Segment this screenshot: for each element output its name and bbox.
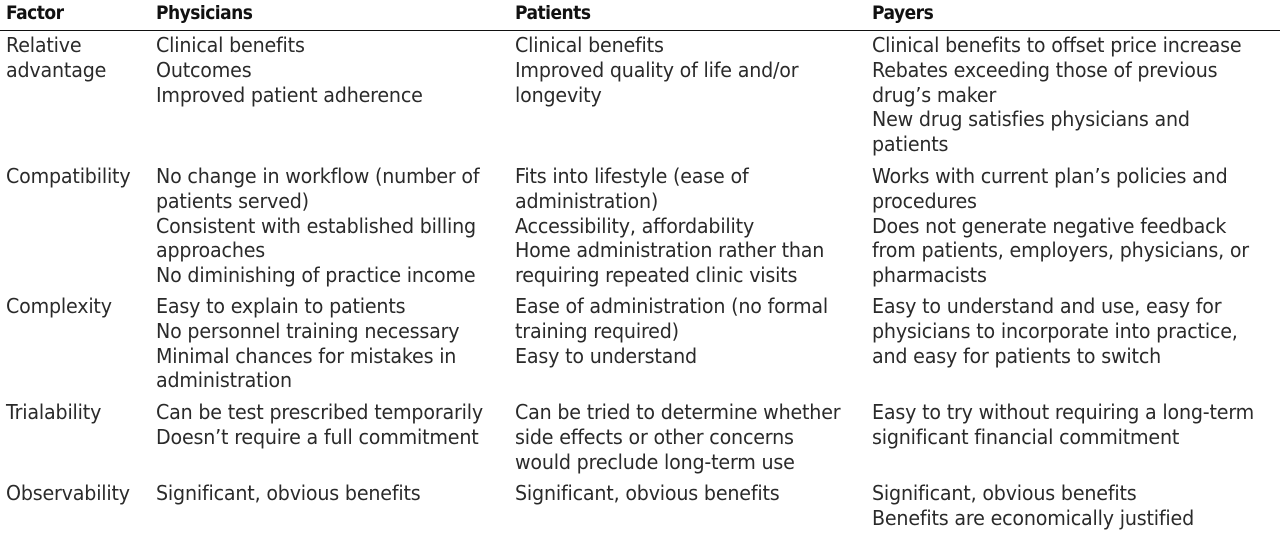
cell-text-line: New drug satisfies physicians and (872, 107, 1190, 132)
payers-cell (872, 164, 1249, 288)
factor-cell (6, 400, 101, 425)
cell-text-line: No change in workflow (number of (156, 164, 480, 188)
payers-cell (872, 481, 1194, 531)
payers-cell (872, 400, 1254, 450)
cell-text-line: Rebates exceeding those of previous (872, 57, 1218, 82)
cell-text-line: Consistent with established billing (156, 213, 476, 238)
cell-text-line: Clinical benefits to offset price increase (872, 33, 1242, 57)
patients-cell (515, 400, 840, 474)
cell-text-line: from patients, employers, physicians, or (872, 238, 1249, 263)
cell-text-line: Significant, obvious benefits (515, 481, 780, 505)
cell-text-line: Doesn’t require a full commitment (156, 424, 479, 449)
cell-text-line: administration (156, 368, 292, 393)
cell-text-line: training required) (515, 318, 679, 343)
physicians-cell (156, 294, 459, 393)
cell-text-line: patients (872, 132, 949, 157)
header-payers: Payers (872, 2, 934, 24)
cell-text-line: Complexity (6, 294, 112, 318)
cell-text-line: Ease of administration (no formal (515, 294, 828, 318)
physicians-cell (156, 33, 423, 107)
cell-text-line: Fits into lifestyle (ease of (515, 164, 749, 188)
cell-text-line: would preclude long-term use (515, 449, 795, 474)
factor-cell (6, 33, 106, 83)
header-patients: Patients (515, 2, 591, 24)
cell-text-line: administration) (515, 188, 659, 213)
factor-cell (6, 164, 130, 189)
cell-text-line: drug’s maker (872, 82, 997, 107)
patients-cell (515, 33, 798, 107)
cell-text-line: Significant, obvious benefits (156, 481, 421, 505)
cell-text-line: Does not generate negative feedback (872, 213, 1227, 238)
cell-text-line: physicians to incorporate into practice, (872, 318, 1238, 343)
cell-text-line: Improved patient adherence (156, 82, 423, 107)
cell-text-line: requiring repeated clinic visits (515, 263, 798, 288)
cell-text-line: side effects or other concerns (515, 424, 794, 449)
cell-text-line: and easy for patients to switch (872, 343, 1162, 368)
cell-text-line: Easy to explain to patients (156, 294, 406, 318)
factor-cell (6, 481, 130, 506)
cell-text-line: No personnel training necessary (156, 318, 460, 343)
cell-text-line: procedures (872, 188, 977, 213)
patients-cell (515, 164, 824, 288)
cell-text-line: Relative (6, 33, 82, 57)
cell-text-line: Clinical benefits (156, 33, 305, 57)
cell-text-line: Minimal chances for mistakes in (156, 343, 457, 368)
factor-cell (6, 294, 112, 319)
cell-text-line: Significant, obvious benefits (872, 481, 1137, 505)
cell-text-line: Observability (6, 481, 130, 505)
table-header (0, 0, 1280, 31)
patients-cell (515, 481, 779, 506)
payers-cell (872, 33, 1241, 157)
cell-text-line: Compatibility (6, 164, 131, 188)
header-factor: Factor (6, 2, 64, 24)
cell-text-line: Easy to understand (515, 343, 697, 368)
cell-text-line: Easy to understand and use, easy for (872, 294, 1222, 318)
cell-text-line: Accessibility, affordability (515, 213, 755, 238)
physicians-cell (156, 400, 483, 450)
cell-text-line: Works with current plan’s policies and (872, 164, 1228, 188)
cell-text-line: Improved quality of life and/or (515, 57, 799, 82)
cell-text-line: Easy to try without requiring a long-term (872, 400, 1255, 424)
cell-text-line: Home administration rather than (515, 238, 825, 263)
cell-text-line: Clinical benefits (515, 33, 664, 57)
physicians-cell (156, 164, 479, 288)
physicians-cell (156, 481, 420, 506)
cell-text-line: pharmacists (872, 263, 987, 288)
cell-text-line: longevity (515, 82, 602, 107)
cell-text-line: Can be test prescribed temporarily (156, 400, 483, 424)
cell-text-line: approaches (156, 238, 266, 263)
cell-text-line: advantage (6, 57, 107, 82)
cell-text-line: Outcomes (156, 57, 252, 82)
header-physicians: Physicians (156, 2, 253, 24)
patients-cell (515, 294, 828, 368)
cell-text-line: patients served) (156, 188, 309, 213)
payers-cell (872, 294, 1238, 368)
cell-text-line: significant financial commitment (872, 424, 1180, 449)
cell-text-line: Can be tried to determine whether (515, 400, 841, 424)
cell-text-line: No diminishing of practice income (156, 263, 476, 288)
cell-text-line: Trialability (6, 400, 102, 424)
cell-text-line: Benefits are economically justified (872, 505, 1195, 530)
